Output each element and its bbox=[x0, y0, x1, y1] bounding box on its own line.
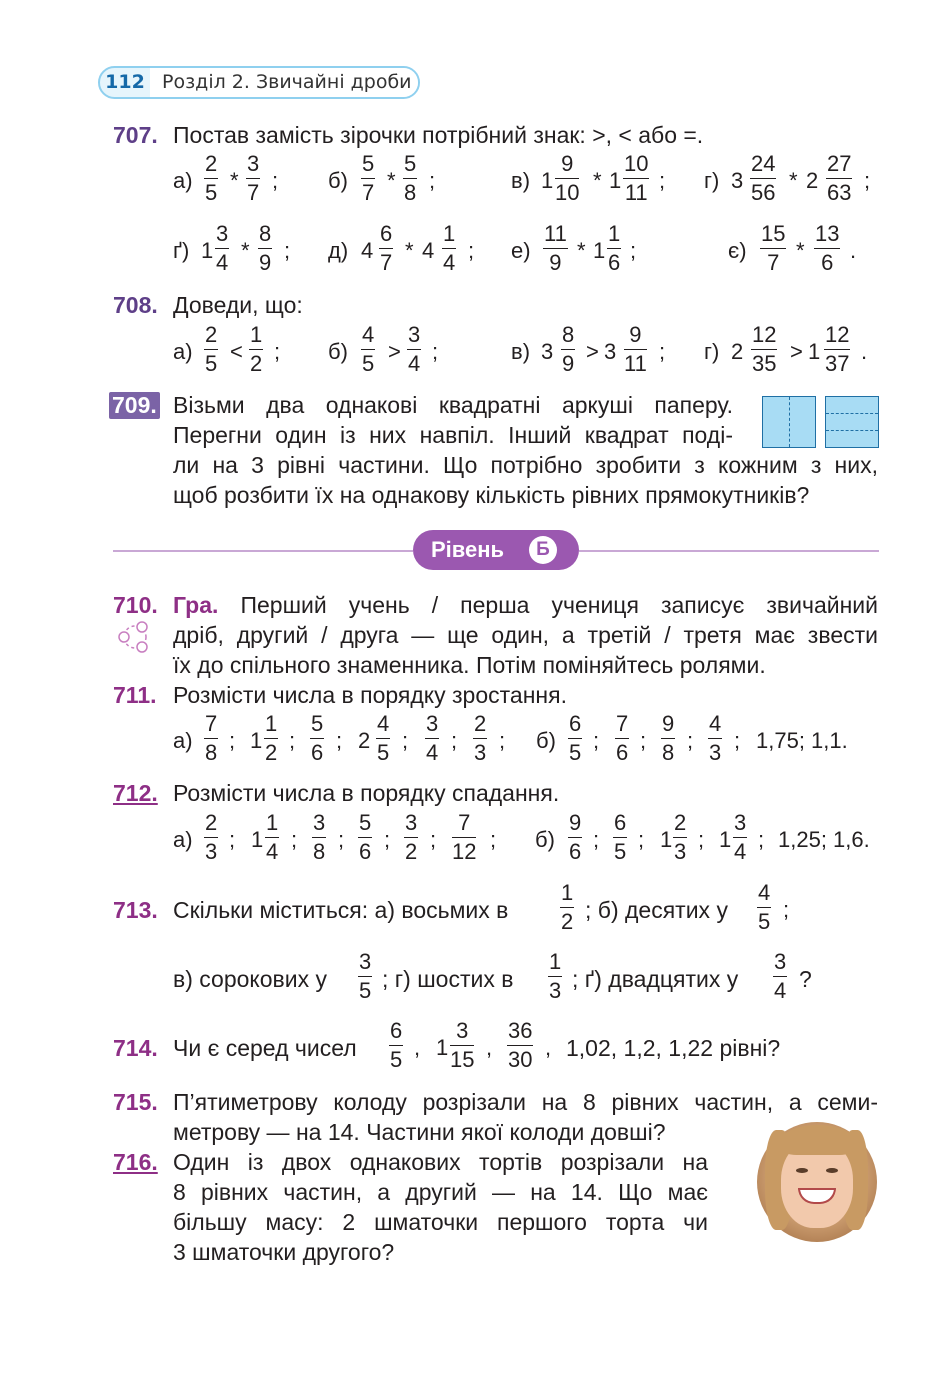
fraction: 12 35 bbox=[752, 322, 777, 376]
task-711-text: Розмісти числа в порядку зростання. bbox=[173, 682, 567, 708]
label-g: г) bbox=[704, 168, 720, 193]
label-gg: ґ) bbox=[173, 238, 190, 263]
semicolon: ; bbox=[638, 827, 645, 852]
semicolon: ; bbox=[640, 728, 647, 753]
comma: , bbox=[414, 1035, 421, 1060]
label-b: б) bbox=[328, 168, 348, 193]
fraction: 11 9 bbox=[544, 221, 567, 275]
fraction: 4 3 bbox=[709, 711, 722, 765]
fraction: 4 5 bbox=[758, 880, 771, 934]
fraction: 5 7 bbox=[362, 151, 375, 205]
fraction: 27 63 bbox=[827, 151, 852, 205]
fraction: 9 11 bbox=[624, 322, 647, 376]
greater-than: > bbox=[790, 339, 803, 364]
semicolon: ; bbox=[490, 827, 497, 852]
task-714-text: Чи є серед чисел bbox=[173, 1035, 357, 1061]
label-d: д) bbox=[328, 238, 349, 263]
star: * bbox=[796, 238, 805, 263]
semicolon: ; bbox=[384, 827, 391, 852]
whole: 1 bbox=[719, 827, 732, 852]
task-number-716: 716. bbox=[113, 1149, 158, 1175]
fraction: 4 5 bbox=[377, 711, 390, 765]
task-709-line: Перегни один із них навпіл. Інший квадрат поді- bbox=[173, 422, 733, 448]
task-716-line: Один із двох однакових тортів розрізали на bbox=[173, 1149, 708, 1175]
comma: , bbox=[486, 1035, 493, 1060]
task-716-line: 8 рівних частин, а другий — на 14. Що має bbox=[173, 1179, 708, 1205]
semicolon: ; bbox=[291, 827, 298, 852]
task-number-709: 709. bbox=[109, 392, 160, 419]
fraction: 3 15 bbox=[450, 1018, 475, 1072]
fraction: 6 5 bbox=[614, 810, 627, 864]
whole: 1 bbox=[250, 728, 263, 753]
fold-line bbox=[826, 430, 878, 431]
semicolon: ; bbox=[593, 728, 600, 753]
semicolon: ; bbox=[659, 339, 666, 364]
tail-numbers: 1,75; 1,1. bbox=[756, 728, 848, 753]
whole: 2 bbox=[358, 728, 371, 753]
comma: , bbox=[545, 1035, 552, 1060]
whole: 1 bbox=[808, 339, 821, 364]
whole: 1 bbox=[436, 1035, 449, 1060]
semicolon: ; bbox=[468, 238, 475, 263]
game-label: Гра. bbox=[173, 592, 219, 618]
semicolon: ; bbox=[687, 728, 694, 753]
task-707-text: Постав замість зірочки потрібний знак: >, < або =. bbox=[173, 122, 704, 148]
fraction: 7 8 bbox=[205, 711, 218, 765]
label-e: е) bbox=[511, 238, 531, 263]
page-number: 112 bbox=[105, 71, 145, 93]
star: * bbox=[577, 238, 586, 263]
task-709-line: щоб розбити їх на однакову кількість рівних прямокутників? bbox=[173, 482, 810, 508]
fraction: 3 7 bbox=[247, 151, 260, 205]
whole: 1 bbox=[541, 168, 554, 193]
greater-than: > bbox=[388, 339, 401, 364]
task-713-text: ; г) шостих в bbox=[382, 966, 514, 992]
whole: 3 bbox=[731, 168, 744, 193]
whole: 2 bbox=[731, 339, 744, 364]
star: * bbox=[387, 168, 396, 193]
semicolon: ; bbox=[338, 827, 345, 852]
label-b: б) bbox=[328, 339, 348, 364]
whole: 3 bbox=[541, 339, 554, 364]
chapter-title: Розділ 2. Звичайні дроби bbox=[150, 68, 418, 97]
label-a: а) bbox=[173, 339, 193, 364]
fraction: 2 3 bbox=[205, 810, 218, 864]
semicolon: ; bbox=[402, 728, 409, 753]
task-713-text: в) сорокових у bbox=[173, 966, 327, 992]
semicolon: ; bbox=[229, 827, 236, 852]
whole: 2 bbox=[806, 168, 819, 193]
label-v: в) bbox=[511, 168, 531, 193]
fraction: 9 6 bbox=[569, 810, 582, 864]
star: * bbox=[241, 238, 250, 263]
fraction: 7 12 bbox=[452, 810, 477, 864]
task-number-714: 714. bbox=[113, 1035, 158, 1061]
fraction: 3 4 bbox=[216, 221, 229, 275]
task-number-712: 712. bbox=[113, 780, 158, 806]
less-than: < bbox=[230, 339, 243, 364]
semicolon: ; bbox=[499, 728, 506, 753]
task-number-715: 715. bbox=[113, 1089, 158, 1115]
fraction: 5 6 bbox=[311, 711, 324, 765]
task-710-line: дріб, другий / друга — ще один, а третій / третя має звести bbox=[173, 622, 878, 648]
level-badge: Б bbox=[529, 536, 557, 564]
semicolon: ; bbox=[336, 728, 343, 753]
fraction: 3 4 bbox=[774, 949, 787, 1003]
fraction: 8 9 bbox=[259, 221, 272, 275]
fraction: 9 10 bbox=[555, 151, 580, 205]
fold-line bbox=[826, 413, 878, 414]
task-715-line: П’ятиметрову колоду розрізали на 8 рівних частин, а семи- bbox=[173, 1089, 878, 1115]
task-number-708: 708. bbox=[113, 292, 158, 318]
fraction: 3 8 bbox=[313, 810, 326, 864]
fraction: 1 3 bbox=[549, 949, 562, 1003]
task-713-text: ; б) десятих у bbox=[585, 897, 728, 923]
whole: 3 bbox=[604, 339, 617, 364]
question-mark: ? bbox=[799, 966, 812, 992]
fraction: 24 56 bbox=[751, 151, 776, 205]
fraction: 8 9 bbox=[562, 322, 575, 376]
task-710-line: Гра. Перший учень / перша учениця записує звичайний bbox=[173, 592, 878, 618]
paper-square-thirds bbox=[825, 396, 879, 448]
label-g: г) bbox=[704, 339, 720, 364]
semicolon: ; bbox=[229, 728, 236, 753]
semicolon: ; bbox=[783, 897, 790, 922]
greater-than: > bbox=[586, 339, 599, 364]
semicolon: ; bbox=[451, 728, 458, 753]
semicolon: ; bbox=[630, 238, 637, 263]
fraction: 7 6 bbox=[616, 711, 629, 765]
star: * bbox=[789, 168, 798, 193]
fraction: 3 5 bbox=[359, 949, 372, 1003]
task-708-text: Доведи, що: bbox=[173, 292, 303, 318]
star: * bbox=[230, 168, 239, 193]
label-ye: є) bbox=[728, 238, 747, 263]
fraction: 6 7 bbox=[380, 221, 393, 275]
label-b: б) bbox=[536, 728, 556, 753]
fraction: 5 6 bbox=[359, 810, 372, 864]
task-713-text: Скільки міститься: а) восьмих в bbox=[173, 897, 509, 923]
label-b: б) bbox=[535, 827, 555, 852]
task-number-711: 711. bbox=[113, 682, 157, 708]
label-a: а) bbox=[173, 827, 193, 852]
task-715-line: метрову — на 14. Частини якої колоди довші? bbox=[173, 1119, 666, 1145]
fold-line bbox=[789, 397, 790, 447]
whole: 4 bbox=[361, 238, 374, 263]
fraction: 1 4 bbox=[443, 221, 456, 275]
label-v: в) bbox=[511, 339, 531, 364]
fraction: 36 30 bbox=[508, 1018, 533, 1072]
task-number-710: 710. bbox=[113, 592, 158, 618]
divider-line bbox=[579, 550, 879, 552]
whole: 1 bbox=[660, 827, 673, 852]
label-a: а) bbox=[173, 728, 193, 753]
semicolon: ; bbox=[659, 168, 666, 193]
fraction: 6 5 bbox=[569, 711, 582, 765]
level-label: Рівень bbox=[431, 537, 505, 562]
semicolon: ; bbox=[698, 827, 705, 852]
fraction: 3 2 bbox=[405, 810, 418, 864]
fraction: 15 7 bbox=[761, 221, 786, 275]
level-heading bbox=[413, 530, 579, 570]
task-number-707: 707. bbox=[113, 122, 158, 148]
star: * bbox=[593, 168, 602, 193]
period: . bbox=[850, 238, 857, 263]
fraction: 3 4 bbox=[408, 322, 421, 376]
girl-eye bbox=[796, 1168, 808, 1173]
whole: 1 bbox=[593, 238, 606, 263]
girl-eye bbox=[826, 1168, 838, 1173]
tail-numbers: 1,25; 1,6. bbox=[778, 827, 870, 852]
fraction: 2 5 bbox=[205, 151, 218, 205]
fraction: 4 5 bbox=[362, 322, 375, 376]
semicolon: ; bbox=[593, 827, 600, 852]
game-icon bbox=[118, 620, 152, 654]
label-a: а) bbox=[173, 168, 193, 193]
task-710-line: їх до спільного знаменника. Потім поміняйтесь ролями. bbox=[173, 652, 766, 678]
fraction: 9 8 bbox=[662, 711, 675, 765]
fraction: 2 3 bbox=[474, 711, 487, 765]
task-number-713: 713. bbox=[113, 897, 158, 923]
semicolon: ; bbox=[430, 827, 437, 852]
fraction: 6 5 bbox=[390, 1018, 403, 1072]
fraction: 12 37 bbox=[825, 322, 850, 376]
semicolon: ; bbox=[289, 728, 296, 753]
whole: 4 bbox=[422, 238, 435, 263]
fraction: 3 4 bbox=[426, 711, 439, 765]
semicolon: ; bbox=[272, 168, 279, 193]
semicolon: ; bbox=[864, 168, 871, 193]
semicolon: ; bbox=[274, 339, 281, 364]
period: . bbox=[861, 339, 868, 364]
semicolon: ; bbox=[758, 827, 765, 852]
fraction: 5 8 bbox=[404, 151, 417, 205]
semicolon: ; bbox=[284, 238, 291, 263]
divider-line bbox=[113, 550, 413, 552]
task-716-line: більшу масу: 2 шматочки першого торта чи bbox=[173, 1209, 708, 1235]
task-713-text: ; ґ) двадцятих у bbox=[572, 966, 739, 992]
fraction: 1 6 bbox=[608, 221, 621, 275]
task-714-text: 1,02, 1,2, 1,22 рівні? bbox=[566, 1035, 781, 1061]
task-709-line: Візьми два однакові квадратні аркуші паперу. bbox=[173, 392, 733, 418]
star: * bbox=[405, 238, 414, 263]
fraction: 13 6 bbox=[815, 221, 840, 275]
fraction: 2 3 bbox=[674, 810, 687, 864]
fraction: 10 11 bbox=[624, 151, 649, 205]
whole: 1 bbox=[251, 827, 264, 852]
fraction: 1 2 bbox=[561, 880, 574, 934]
fraction: 1 4 bbox=[266, 810, 279, 864]
whole: 1 bbox=[609, 168, 622, 193]
semicolon: ; bbox=[432, 339, 439, 364]
semicolon: ; bbox=[734, 728, 741, 753]
fraction: 1 2 bbox=[265, 711, 278, 765]
semicolon: ; bbox=[429, 168, 436, 193]
girl-hair bbox=[782, 1125, 854, 1155]
task-716-line: 3 шматочки другого? bbox=[173, 1239, 395, 1265]
task-709-line: ли на 3 рівні частини. Що потрібно зробити з кожним з них, bbox=[173, 452, 878, 478]
fraction: 3 4 bbox=[734, 810, 747, 864]
fraction: 1 2 bbox=[250, 322, 263, 376]
fraction: 2 5 bbox=[205, 322, 218, 376]
whole: 1 bbox=[201, 238, 214, 263]
task-712-text: Розмісти числа в порядку спадання. bbox=[173, 780, 560, 806]
